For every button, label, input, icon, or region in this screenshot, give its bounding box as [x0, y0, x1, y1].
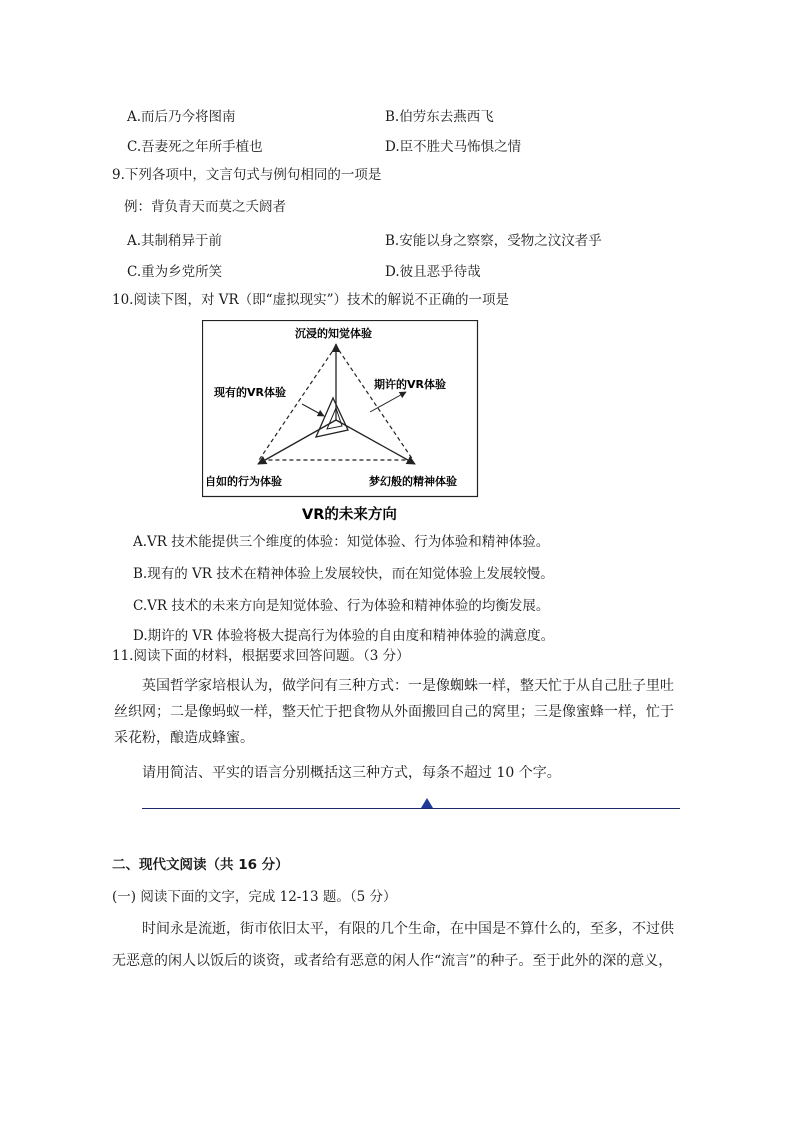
- diagram-frame: [203, 321, 478, 497]
- axis-behavior: [258, 420, 336, 464]
- section2-title: 二、现代文阅读（共 16 分）: [112, 857, 289, 873]
- q11-material-line3: 采花粉，酿造成蜂蜜。: [114, 730, 254, 746]
- answer-line[interactable]: [142, 808, 680, 809]
- q9-example: 例：背负青天而莫之夭阏者: [124, 199, 286, 215]
- answer-marker-icon: [421, 798, 433, 808]
- q10-option-d: D.期许的 VR 体验将极大提高行为体验的自由度和精神体验的满意度。: [133, 628, 555, 644]
- label-current-vr: 现有的VR体验: [214, 386, 286, 399]
- label-behavior: 自如的行为体验: [205, 475, 282, 488]
- section2-text-line2: 无恶意的闲人以饭后的谈资，或者给有恶意的闲人作“流言”的种子。至于此外的深的意义，: [112, 953, 673, 969]
- diagram-caption: VR的未来方向: [302, 507, 397, 523]
- label-perception: 沉浸的知觉体验: [295, 327, 372, 340]
- pointer-expected: [370, 392, 406, 412]
- pointer-current: [302, 404, 324, 416]
- q9-option-c: C.重为乡党所笑: [127, 264, 223, 280]
- axis-spirit: [336, 420, 415, 464]
- q11-material-line1: 英国哲学家培根认为，做学问有三种方式：一是像蜘蛛一样，整天忙于从自己肚子里吐: [142, 678, 674, 694]
- vr-diagram: [202, 320, 484, 528]
- q9-stem: 9.下列各项中，文言句式与例句相同的一项是: [112, 167, 382, 183]
- q8-option-c: C.吾妻死之年所手植也: [127, 139, 263, 155]
- label-expected-vr: 期许的VR体验: [374, 378, 446, 391]
- q9-option-b: B.安能以身之察察，受物之汶汶者乎: [385, 233, 602, 249]
- q8-option-a: A.而后乃今将图南: [127, 109, 236, 125]
- q10-option-c: C.VR 技术的未来方向是知觉体验、行为体验和精神体验的均衡发展。: [133, 598, 550, 614]
- q10-option-b: B.现有的 VR 技术在精神体验上发展较快，而在知觉体验上发展较慢。: [133, 566, 554, 582]
- q9-option-d: D.彼且恶乎待哉: [385, 264, 481, 280]
- q9-option-a: A.其制稍异于前: [127, 233, 223, 249]
- q8-option-b: B.伯劳东去燕西飞: [385, 109, 494, 125]
- q11-material-line2: 丝织网；二是像蚂蚁一样，整天忙于把食物从外面搬回自己的窝里；三是像蜜蜂一样，忙于: [114, 704, 674, 720]
- q11-stem: 11.阅读下面的材料，根据要求回答问题。（3 分）: [112, 648, 410, 664]
- q8-option-d: D.臣不胜犬马怖惧之情: [385, 139, 522, 155]
- q10-option-a: A.VR 技术能提供三个维度的体验：知觉体验、行为体验和精神体验。: [133, 534, 550, 550]
- label-spirit: 梦幻般的精神体验: [369, 475, 457, 488]
- section2-text-line1: 时间永是流逝，街市依旧太平，有限的几个生命，在中国是不算什么的，至多，不过供: [142, 921, 674, 937]
- q10-stem: 10.阅读下图，对 VR（即“虚拟现实”）技术的解说不正确的一项是: [112, 292, 509, 308]
- q11-requirement: 请用简洁、平实的语言分别概括这三种方式，每条不超过 10 个字。: [142, 765, 561, 781]
- section2-subtitle: (一) 阅读下面的文字，完成 12-13 题。（5 分）: [112, 889, 397, 905]
